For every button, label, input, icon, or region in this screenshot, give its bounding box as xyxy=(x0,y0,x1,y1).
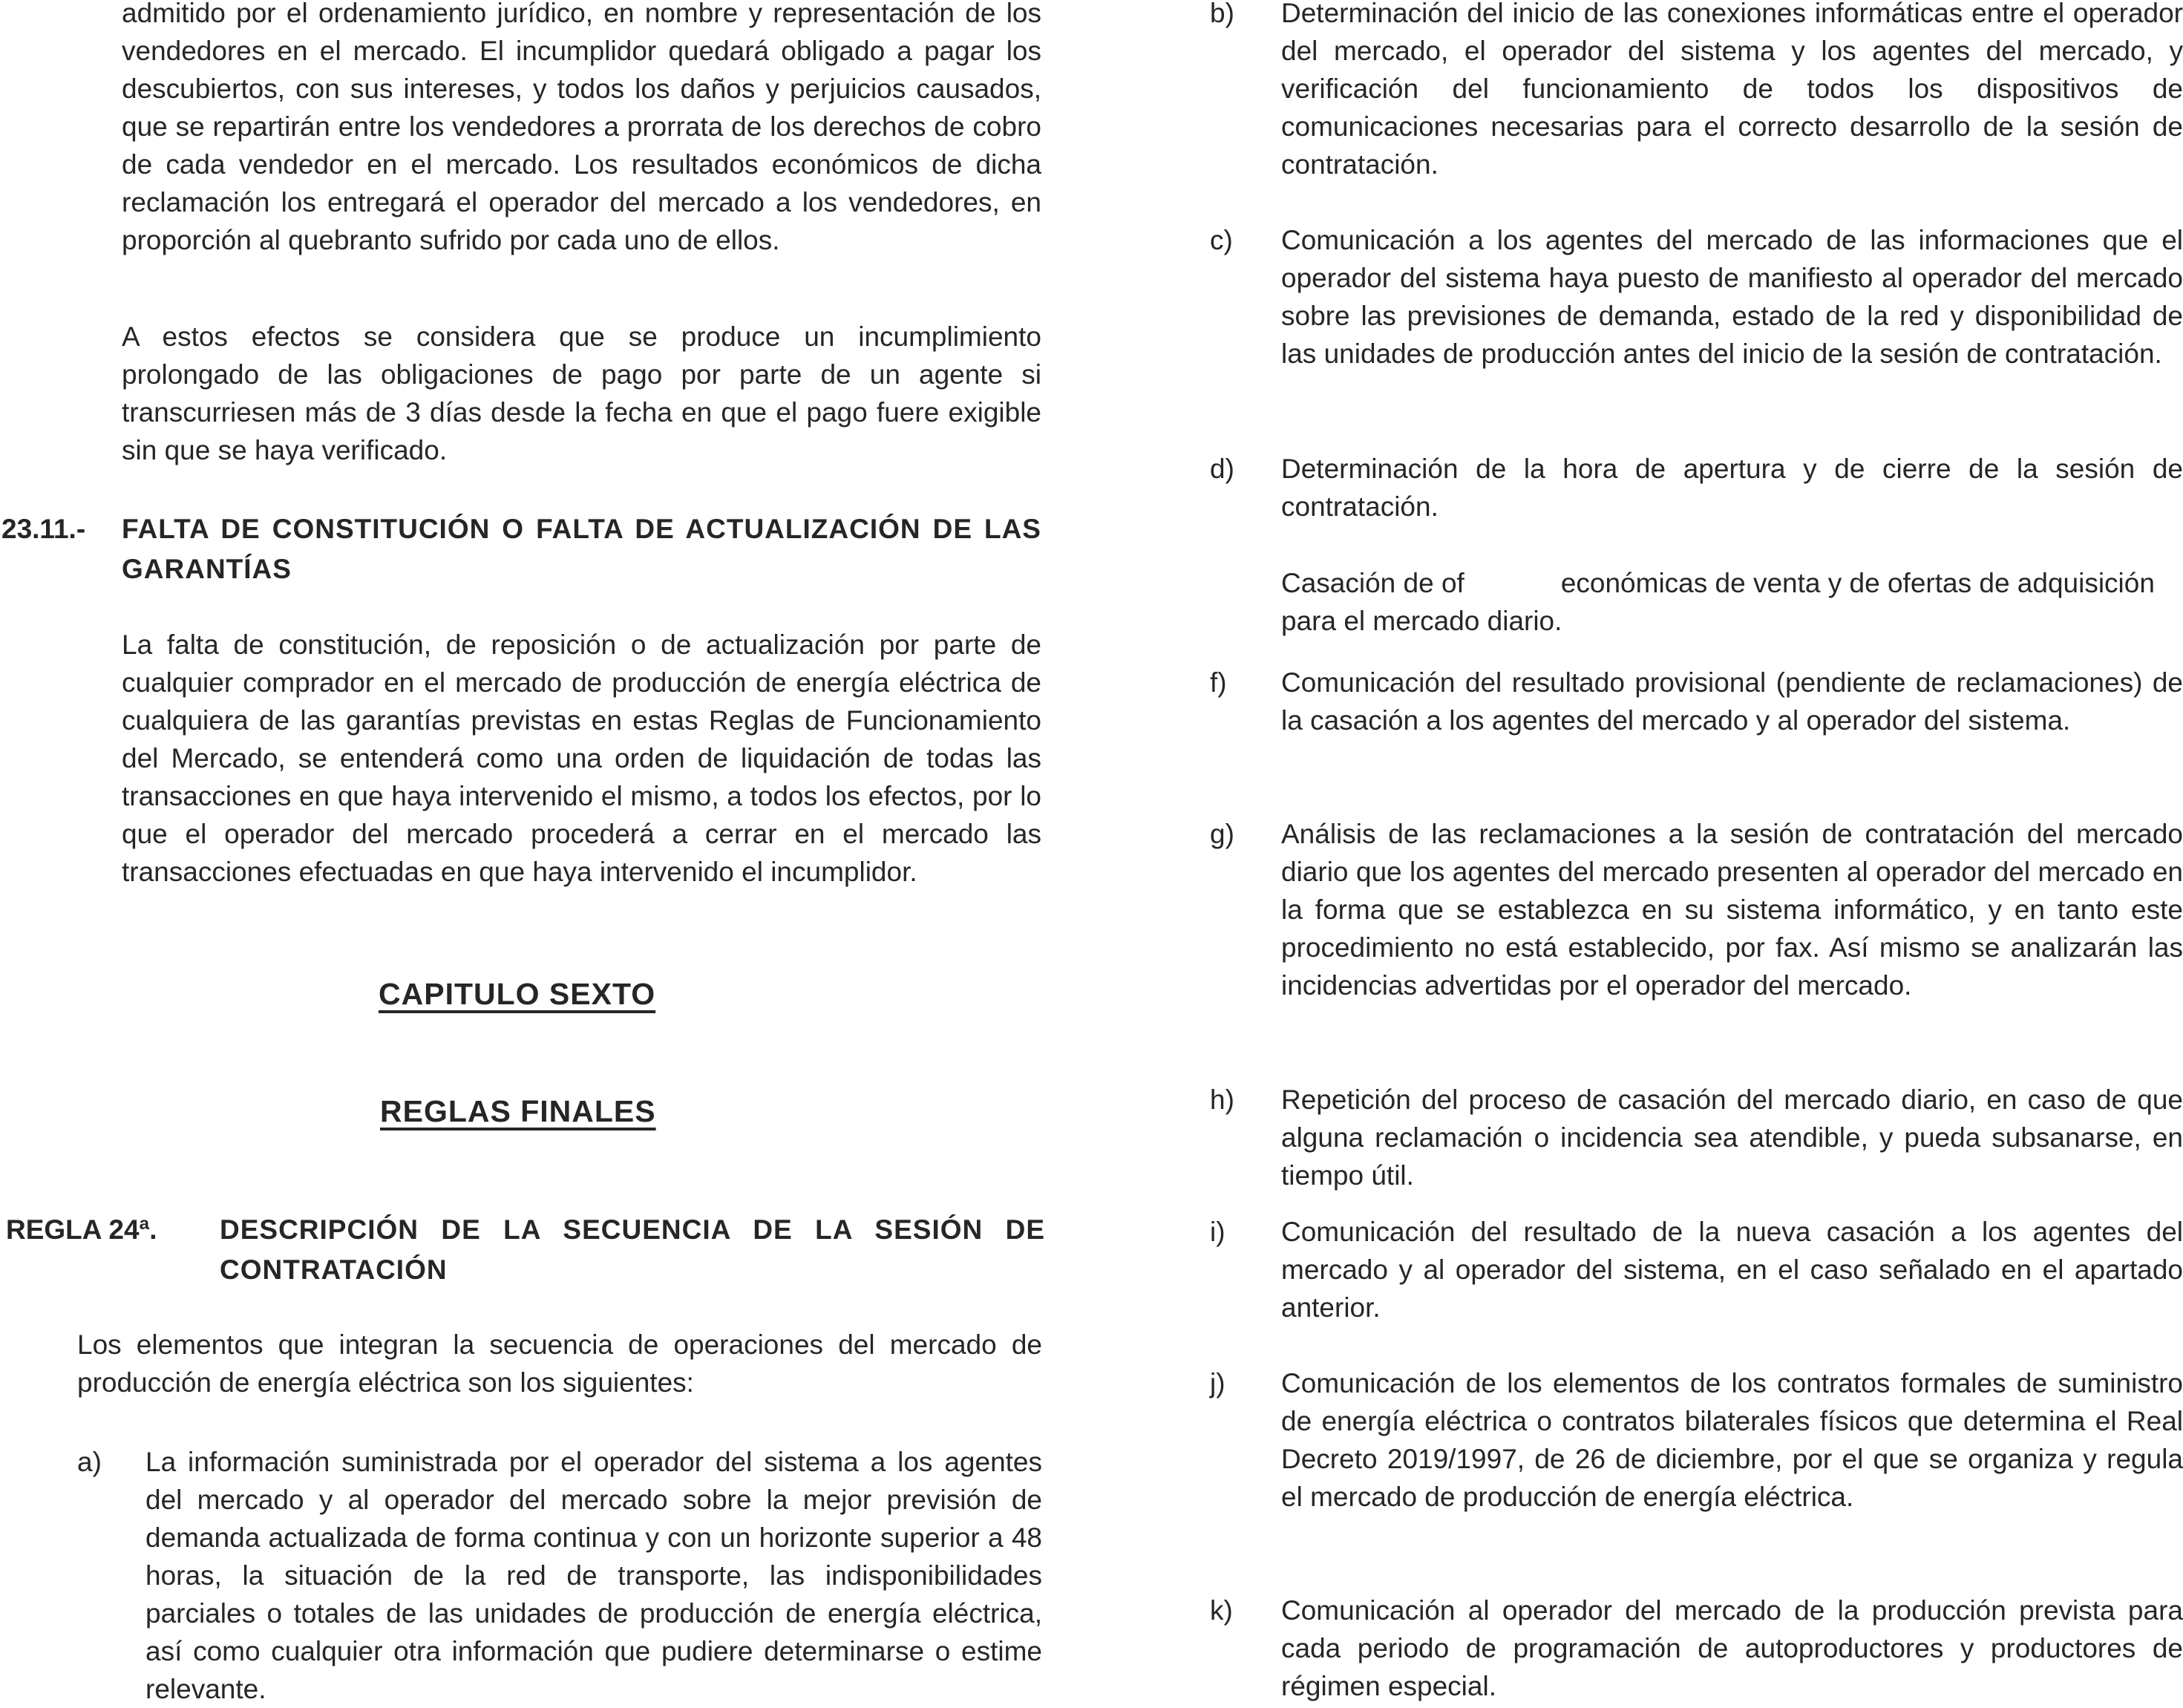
list-marker-i: i) xyxy=(1210,1217,1225,1247)
paragraph-sequence-intro: Los elementos que integran la secuencia de operaciones del mercado de producción de energía eléctrica son los siguientes: xyxy=(77,1329,1042,1398)
list-marker-f: f) xyxy=(1210,667,1227,698)
list-item-k: Comunicación al operador del mercado de la producción prevista para cada periodo de programación de autoproductores y productores de régimen especial. xyxy=(1281,1595,2183,1701)
list-item-b: Determinación del inicio de las conexiones informáticas entre el operador del mercado, el operador del sistema y los agentes del mercado, y verificación del funcionamiento de todos los dispositivos de comunicaciones necesarias para el correcto desarrollo de la sesión de contratación. xyxy=(1281,0,2183,180)
list-item-g: Análisis de las reclamaciones a la sesión de contratación del mercado diario que los agentes del mercado presenten al operador del mercado en la forma que se establezca en su sistema informático, y en tanto este procedimiento no está establecido, por fax. Así mismo se analizarán las incidencias advertidas por el operador del mercado. xyxy=(1281,819,2183,1001)
list-item-e-start: Casación de of xyxy=(1281,568,1464,598)
list-item-i: Comunicación del resultado de la nueva casación a los agentes del mercado y al operador del sistema, en el caso señalado en el apartado anterior. xyxy=(1281,1217,2183,1323)
section-title: FALTA DE CONSTITUCIÓN O FALTA DE ACTUALIZACIÓN DE LAS GARANTÍAS xyxy=(122,514,1041,584)
list-marker-d: d) xyxy=(1210,454,1234,484)
paragraph-prolonged-default: A estos efectos se considera que se produce un incumplimiento prolongado de las obligaciones de pago por parte de un agente si transcurriesen más de 3 días desde la fecha en que el pago fuere exigible sin que se haya verificado. xyxy=(122,321,1041,465)
list-marker-c: c) xyxy=(1210,225,1233,255)
rule-number: REGLA 24ª. xyxy=(6,1214,157,1245)
list-marker-k: k) xyxy=(1210,1595,1233,1626)
list-item-d: Determinación de la hora de apertura y de cierre de la sesión de contratación. xyxy=(1281,454,2183,522)
chapter-subtitle: REGLAS FINALES xyxy=(380,1094,656,1128)
list-marker-j: j) xyxy=(1210,1368,1225,1398)
list-marker-b: b) xyxy=(1210,0,1234,28)
list-item-e xyxy=(1281,564,2183,640)
list-item-e-end: económicas de venta y de ofertas de adquisición para el mercado diario. xyxy=(1281,568,2155,636)
section-number: 23.11.- xyxy=(1,514,86,544)
list-marker-g: g) xyxy=(1210,819,1234,849)
list-item-j: Comunicación de los elementos de los contratos formales de suministro de energía eléctrica o contratos bilaterales físicos que determina el Real Decreto 2019/1997, de 26 de diciembre, por el que se organiza y regula el mercado de producción de energía eléctrica. xyxy=(1281,1368,2183,1512)
list-marker-h: h) xyxy=(1210,1084,1234,1115)
list-item-a: La información suministrada por el operador del sistema a los agentes del mercado y al operador del mercado sobre la mejor previsión de demanda actualizada de forma continua y con un horizonte superior a 48 horas, la situación de la red de transporte, las indisponibilidades parciales o totales de las unidades de producción de energía eléctrica, así como cualquier otra información que pudiere determinarse o estime relevante. xyxy=(145,1447,1042,1704)
list-marker-a: a) xyxy=(77,1447,102,1477)
list-item-c: Comunicación a los agentes del mercado de las informaciones que el operador del sistema haya puesto de manifiesto al operador del mercado sobre las previsiones de demanda, estado de la red y disponibilidad de las unidades de producción antes del inicio de la sesión de contratación. xyxy=(1281,225,2183,369)
paragraph-defaulter-obligations: admitido por el ordenamiento jurídico, en nombre y representación de los vendedores en el mercado. El incumplidor quedará obligado a pagar los descubiertos, con sus intereses, y todos los daños y perjuicios causados, que se repartirán entre los vendedores a prorrata de los derechos de cobro de cada vendedor en el mercado. Los resultados económicos de dicha reclamación los entregará el operador del mercado a los vendedores, en proporción al quebranto sufrido por cada uno de ellos. xyxy=(122,0,1041,255)
rule-title: DESCRIPCIÓN DE LA SECUENCIA DE LA SESIÓN DE CONTRATACIÓN xyxy=(220,1214,1045,1285)
chapter-title: CAPITULO SEXTO xyxy=(379,977,656,1011)
paragraph-guarantees: La falta de constitución, de reposición o de actualización por parte de cualquier comprador en el mercado de producción de energía eléctrica de cualquiera de las garantías previstas en estas Reglas de Funcionamiento del Mercado, se entenderá como una orden de liquidación de todas las transacciones en que haya intervenido el mismo, a todos los efectos, por lo que el operador del mercado procederá a cerrar en el mercado las transacciones efectuadas en que haya intervenido el incumplidor. xyxy=(122,629,1041,887)
list-item-h: Repetición del proceso de casación del mercado diario, en caso de que alguna reclamación o incidencia sea atendible, y pueda subsanarse, en tiempo útil. xyxy=(1281,1084,2183,1191)
list-item-f: Comunicación del resultado provisional (pendiente de reclamaciones) de la casación a los agentes del mercado y al operador del sistema. xyxy=(1281,667,2183,736)
